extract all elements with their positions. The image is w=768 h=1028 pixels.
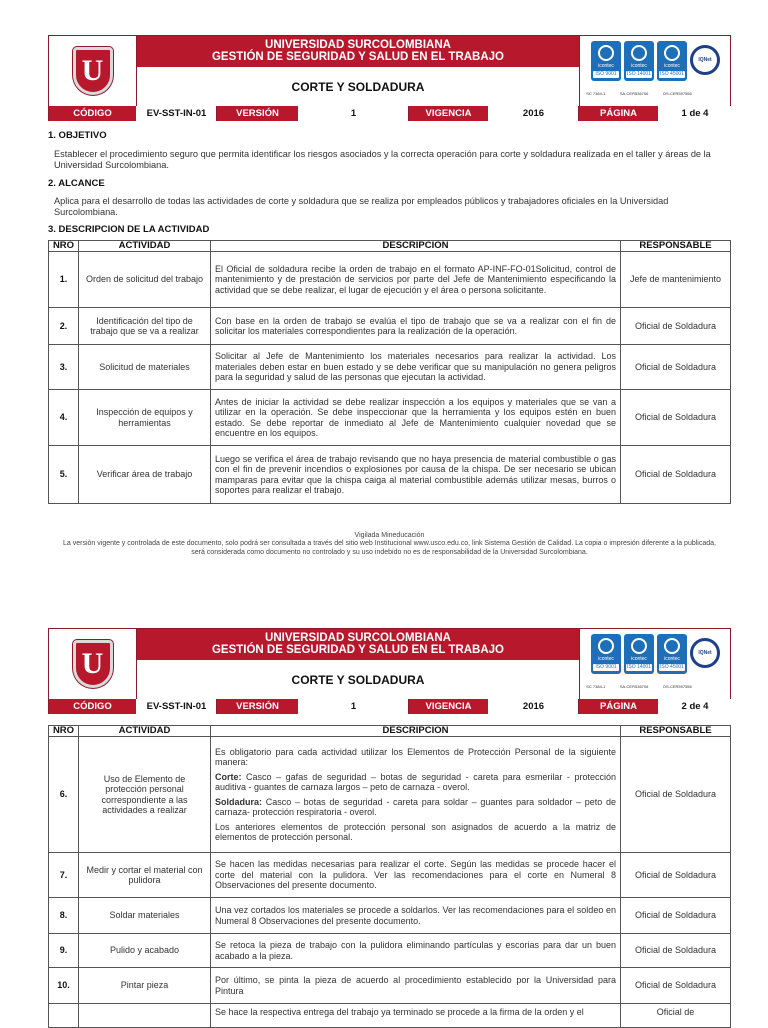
cert-codes: SC 7384-1 SA-CER536706 OS-CER597556 (586, 91, 692, 96)
icontec-cert-icon: icontec ISO 9001 (591, 41, 621, 81)
code-value: EV-SST-IN-01 (137, 699, 217, 714)
col-responsable: RESPONSABLE (621, 241, 731, 252)
department-name: GESTIÓN DE SEGURIDAD Y SALUD EN EL TRABAJO (211, 51, 504, 63)
col-descripcion: DESCRIPCION (211, 726, 621, 737)
vigilada-line: Vigilada Mineducación (354, 532, 425, 539)
shield-icon: U (73, 47, 113, 95)
icontec-cert-icon: icontec ISO 9001 (591, 634, 621, 674)
table-row: 7. Medir y cortar el material con pulidora Se hacen las medidas necesarias para realizar el corte. Según las medidas se procede hacer el corte del material con la pulidora. Ver las recomendaciones para el corte en Numeral 8 Observaciones del presente documento. Oficial de Soldadura (49, 853, 731, 898)
col-nro: NRO (49, 726, 79, 737)
code-label: CÓDIGO (49, 699, 137, 714)
col-nro: NRO (49, 241, 79, 252)
version-label: VERSIÓN (217, 699, 299, 714)
university-name: UNIVERSIDAD SURCOLOMBIANA (265, 632, 451, 644)
icontec-cert-icon: icontec ISO 14001 (624, 634, 654, 674)
document-header-page-1 (48, 35, 731, 121)
epp-closing: Los anteriores elementos de protección personal son asignados de acuerdo a la matriz de elementos de protección personal. (215, 821, 616, 842)
version-value: 1 (299, 106, 409, 121)
vigencia-value: 2016 (489, 106, 579, 121)
vigencia-label: VIGENCIA (409, 699, 489, 714)
university-logo (49, 629, 137, 699)
document-header-page-2 (48, 628, 731, 714)
table-row: 3. Solicitud de materiales Solicitar al Jefe de Mantenimiento los materiales necesarios para realizar la actividad. Los materiales deben estar en buen estado y se debe verificar que su manipulación no genera peligros para la seguridad y salud de las personas que ejecutan la actividad. Oficial de Soldadura (49, 345, 731, 390)
cert-codes: SC 7384-1 SA-CER536706 OS-CER597556 (586, 684, 692, 689)
table-row: 1. Orden de solicitud del trabajo El Oficial de soldadura recibe la orden de trabajo en el formato AP-INF-FO-01Solicitud, control de mantenimiento y de prestación de servicios por parte del Jefe de Mantenimiento especificando la actividad que se debe realizar, el lugar de ejecución y el área o persona solicitante. Jefe de mantenimiento (49, 252, 731, 308)
document-title: CORTE Y SOLDADURA (291, 672, 425, 687)
table-row: 5. Verificar área de trabajo Luego se verifica el área de trabajo revisando que no haya presencia de material combustible o gas con el fin de prevenir incendios o explosiones por causa de la chispa. De ser necesario se ubican mamparas para evitar que la chispa caiga al material combustible además utilizar mesas, burros o soportes para realizar el trabajo. Oficial de Soldadura (49, 446, 731, 504)
epp-corte: Corte: Casco – gafas de seguridad – botas de seguridad - careta para esmerilar - protección auditiva - guantes de carnaza largos – peto de carnaza - overol. (215, 771, 616, 792)
table-header-row (49, 726, 731, 737)
col-actividad: ACTIVIDAD (79, 726, 211, 737)
header-title-band (137, 629, 579, 660)
descripcion-heading: 3. DESCRIPCION DE LA ACTIVIDAD (48, 224, 210, 235)
table-header-row (49, 241, 731, 252)
document-title: CORTE Y SOLDADURA (291, 79, 425, 94)
page-number: 2 de 4 (659, 699, 731, 714)
vigencia-label: VIGENCIA (409, 106, 489, 121)
vigencia-value: 2016 (489, 699, 579, 714)
iqnet-seal-icon: IQNet (690, 638, 720, 668)
epp-soldadura: Soldadura: Casco – botas de seguridad - careta para soldar – guantes para soldador – peto de carnaza- protección respiratoria - overol. (215, 796, 616, 817)
col-descripcion: DESCRIPCION (211, 241, 621, 252)
icontec-cert-icon: icontec ISO 45001 (657, 41, 687, 81)
table-row: 10. Pintar pieza Por último, se pinta la pieza de acuerdo al procedimiento establecido por la Universidad para Pintura Oficial de Soldadura (49, 968, 731, 1004)
objetivo-heading: 1. OBJETIVO (48, 130, 107, 141)
page-label: PÁGINA (579, 699, 659, 714)
icontec-cert-icon: icontec ISO 45001 (657, 634, 687, 674)
activities-table-page-2 (48, 725, 731, 1028)
code-label: CÓDIGO (49, 106, 137, 121)
alcance-heading: 2. ALCANCE (48, 178, 105, 189)
university-name: UNIVERSIDAD SURCOLOMBIANA (265, 39, 451, 51)
header-title-band (137, 36, 579, 67)
alcance-text: Aplica para el desarrollo de todas las actividades de corte y soldadura que se realiza por empleados públicos y trabajadores oficiales en la Universidad Surcolombiana. (54, 196, 669, 217)
shield-icon: U (73, 640, 113, 688)
icontec-cert-icon: icontec ISO 14001 (624, 41, 654, 81)
department-name: GESTIÓN DE SEGURIDAD Y SALUD EN EL TRABAJO (211, 644, 504, 656)
code-value: EV-SST-IN-01 (137, 106, 217, 121)
activities-table-page-1 (48, 240, 731, 504)
page-label: PÁGINA (579, 106, 659, 121)
table-row: 2. Identificación del tipo de trabajo que se va a realizar Con base en la orden de trabajo se evalúa el tipo de trabajo que se va a realizar con el fin de solicitar los materiales correspondientes para la realización de la operación. Oficial de Soldadura (49, 308, 731, 345)
col-responsable: RESPONSABLE (621, 726, 731, 737)
table-row: 4. Inspección de equipos y herramientas Antes de iniciar la actividad se debe realizar inspección a los equipos y materiales que se van a utilizar en la operación. Se debe inspeccionar que la herramienta y los equipos estén en buen estado. Se debe reportar de inmediato al Jefe de Mantenimiento cualquier novedad que se encuentre en los equipos. Oficial de Soldadura (49, 390, 731, 446)
objetivo-text: Establecer el procedimiento seguro que permita identificar los riesgos asociados y la correcta operación para corte y soldadura realizada en el taller y áreas de la Universidad Surcolombiana. (54, 149, 711, 170)
epp-intro: Es obligatorio para cada actividad utilizar los Elementos de Protección Personal de la siguiente manera: (215, 746, 616, 767)
page-footer (48, 532, 731, 557)
table-row: 6. Uso de Elemento de protección personal correspondiente a las actividades a realizar Es obligatorio para cada actividad utilizar los Elementos de Protección Personal de la siguiente manera: Corte: Casco – gafas de seguridad – botas de seguridad - careta para esmerilar - protección auditiva - guantes de carnaza largos – peto de carnaza - overol. Soldadura: Casco – botas de seguridad - careta para soldar – guantes para soldador – peto de carnaza- protección respiratoria - overol. Los anteriores elementos de protección personal son asignados de acuerdo a la matriz de elementos de protección personal. Oficial de Soldadura (49, 737, 731, 853)
table-row: Se hace la respectiva entrega del trabajo ya terminado se procede a la firma de la orden y el Oficial de (49, 1004, 731, 1028)
document-meta-bar (49, 699, 731, 714)
version-label: VERSIÓN (217, 106, 299, 121)
table-row: 9. Pulido y acabado Se retoca la pieza de trabajo con la pulidora eliminando partículas y escorias para dar un buen acabado a la pieza. Oficial de Soldadura (49, 934, 731, 968)
footer-disclaimer: La versión vigente y controlada de este documento, solo podrá ser consultada a través del sitio web Institucional www.usco.edu.co, link Sistema Gestión de Calidad. La copia o impresión diferente a la publicada, será considerada como documento no controlado y su uso indebido no es de responsabilidad de la Universidad Surcolombiana. (63, 540, 716, 556)
university-logo (49, 36, 137, 106)
version-value: 1 (299, 699, 409, 714)
col-actividad: ACTIVIDAD (79, 241, 211, 252)
page-number: 1 de 4 (659, 106, 731, 121)
document-meta-bar (49, 106, 731, 121)
table-row: 8. Soldar materiales Una vez cortados los materiales se procede a soldarlos. Ver las recomendaciones para el soldeo en Numeral 8 Observaciones del presente documento. Oficial de Soldadura (49, 898, 731, 934)
iqnet-seal-icon: IQNet (690, 45, 720, 75)
